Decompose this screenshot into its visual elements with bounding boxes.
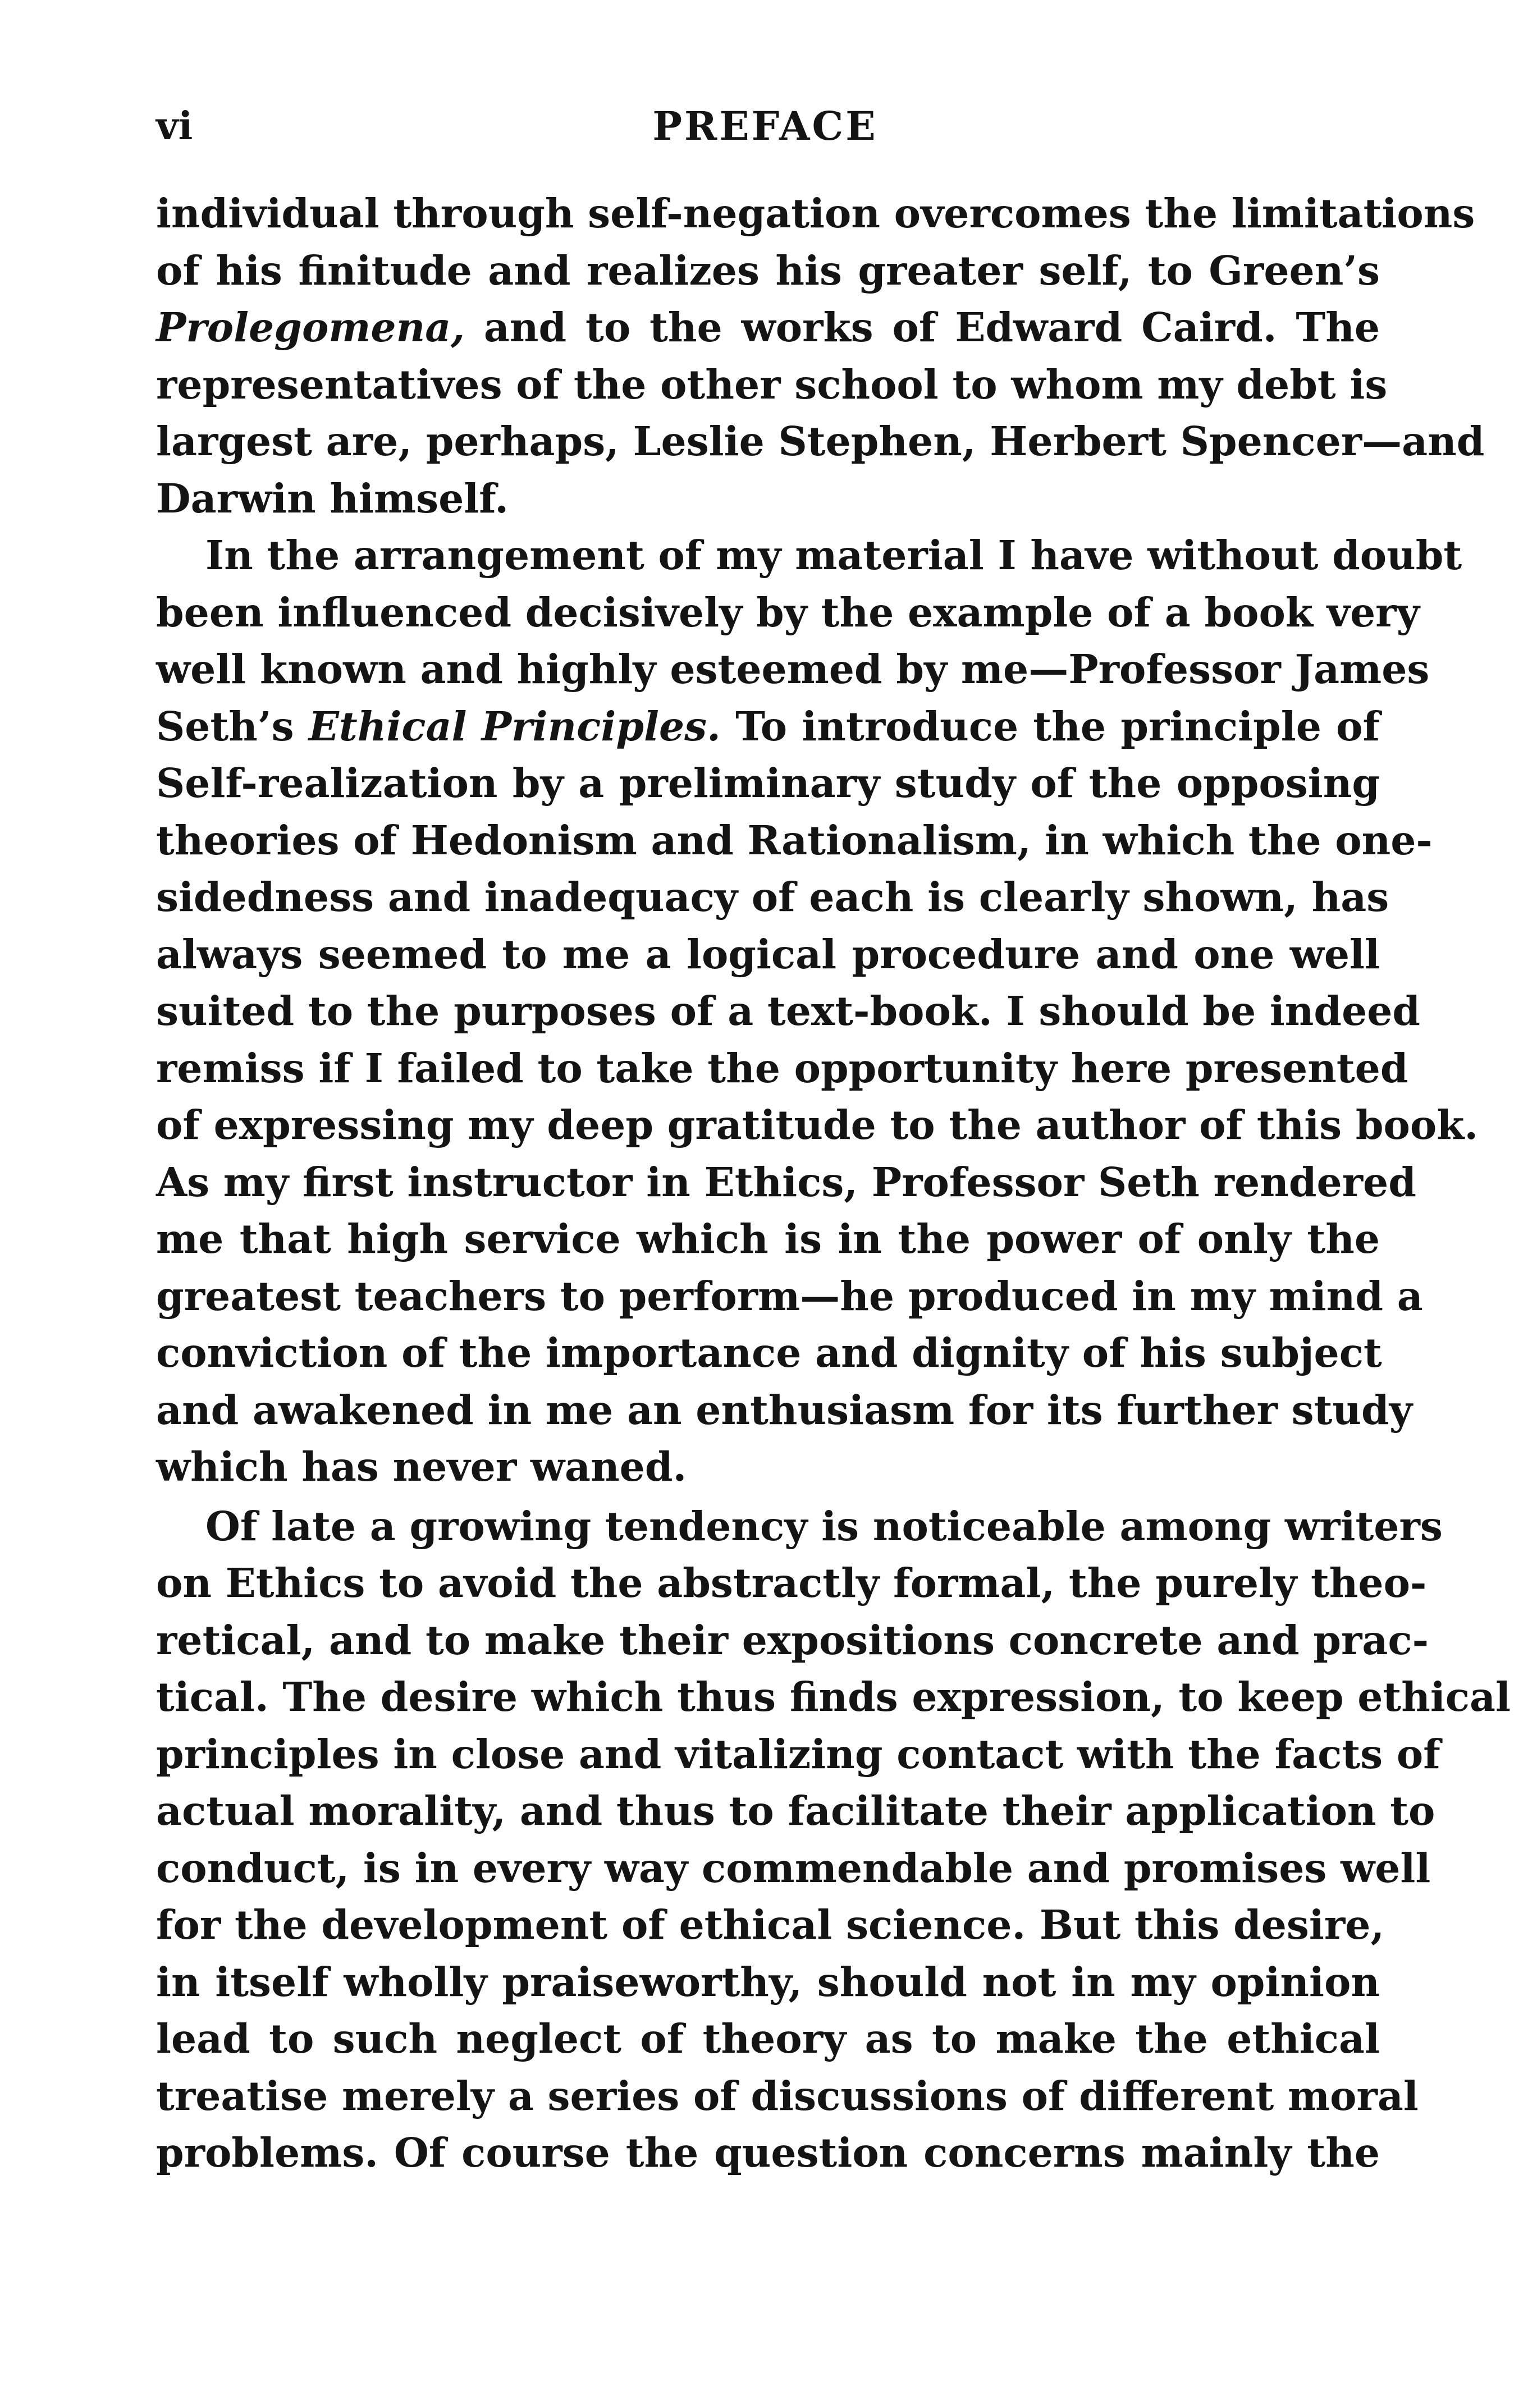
text-line: actual morality, and thus to facilitate their application to xyxy=(156,1787,1435,1834)
text-line: individual through self-negation overcomes the limitations xyxy=(156,190,1475,237)
text-line: problems. Of course the question concerns mainly the xyxy=(156,2129,1380,2176)
text-line: sidedness and inadequacy of each is clearly shown, has xyxy=(156,873,1389,921)
running-head: PREFACE xyxy=(652,103,878,149)
text-line: which has never waned. xyxy=(156,1443,687,1490)
text-line: principles in close and vitalizing contact with the facts of xyxy=(156,1730,1440,1778)
text-line: on Ethics to avoid the abstractly formal, the purely theo- xyxy=(156,1559,1427,1606)
text-line: and awakened in me an enthusiasm for its further study xyxy=(156,1386,1412,1434)
text-line: retical, and to make their expositions concrete and prac- xyxy=(156,1616,1429,1664)
text-line: Prolegomena, and to the works of Edward Caird. The xyxy=(156,304,1380,351)
text-line: conduct, is in every way commendable and promises well xyxy=(156,1844,1431,1892)
text-line: for the development of ethical science. But this desire, xyxy=(156,1901,1385,1948)
text-line: remiss if I failed to take the opportunity here presented xyxy=(156,1044,1408,1092)
text-line: always seemed to me a logical procedure and one well xyxy=(156,930,1380,978)
text-line: As my first instructor in Ethics, Professor Seth rendered xyxy=(156,1158,1416,1206)
text-line: treatise merely a series of discussions of different moral xyxy=(156,2072,1419,2119)
page-number: vi xyxy=(156,104,193,149)
text-line: lead to such neglect of theory as to make the ethical xyxy=(156,2015,1380,2062)
text-line: largest are, perhaps, Leslie Stephen, Herbert Spencer—and xyxy=(156,418,1485,465)
paragraph-first-line: In the arrangement of my material I have without doubt xyxy=(205,532,1462,579)
paragraph-first-line: Of late a growing tendency is noticeable among writers xyxy=(205,1502,1443,1550)
text-line: been influenced decisively by the example of a book very xyxy=(156,588,1420,636)
text-line: in itself wholly praiseworthy, should not in my opinion xyxy=(156,1958,1380,2006)
book-title: Prolegomena, xyxy=(156,304,465,351)
text-line: theories of Hedonism and Rationalism, in which the one- xyxy=(156,816,1433,864)
text-line: suited to the purposes of a text-book. I should be indeed xyxy=(156,987,1421,1034)
text-line: Seth’s Ethical Principles. To introduce the principle of xyxy=(156,702,1380,750)
text-line: representatives of the other school to whom my debt is xyxy=(156,360,1388,408)
text-line: Self-realization by a preliminary study of the opposing xyxy=(156,759,1380,807)
text-line: conviction of the importance and dignity of his subject xyxy=(156,1329,1382,1376)
text-line: me that high service which is in the power of only the xyxy=(156,1215,1380,1262)
text-line: of his finitude and realizes his greater self, to Green’s xyxy=(156,246,1380,294)
text-line: Darwin himself. xyxy=(156,474,509,522)
text-line: well known and highly esteemed by me—Professor James xyxy=(156,646,1430,693)
text-line: tical. The desire which thus finds expression, to keep ethical xyxy=(156,1673,1511,1720)
preface-body xyxy=(156,185,1511,2182)
page-header xyxy=(156,95,1374,157)
text-line: greatest teachers to perform—he produced in my mind a xyxy=(156,1272,1423,1320)
book-title: Ethical Principles. xyxy=(308,702,721,750)
text-line: of expressing my deep gratitude to the author of this book. xyxy=(156,1101,1479,1148)
